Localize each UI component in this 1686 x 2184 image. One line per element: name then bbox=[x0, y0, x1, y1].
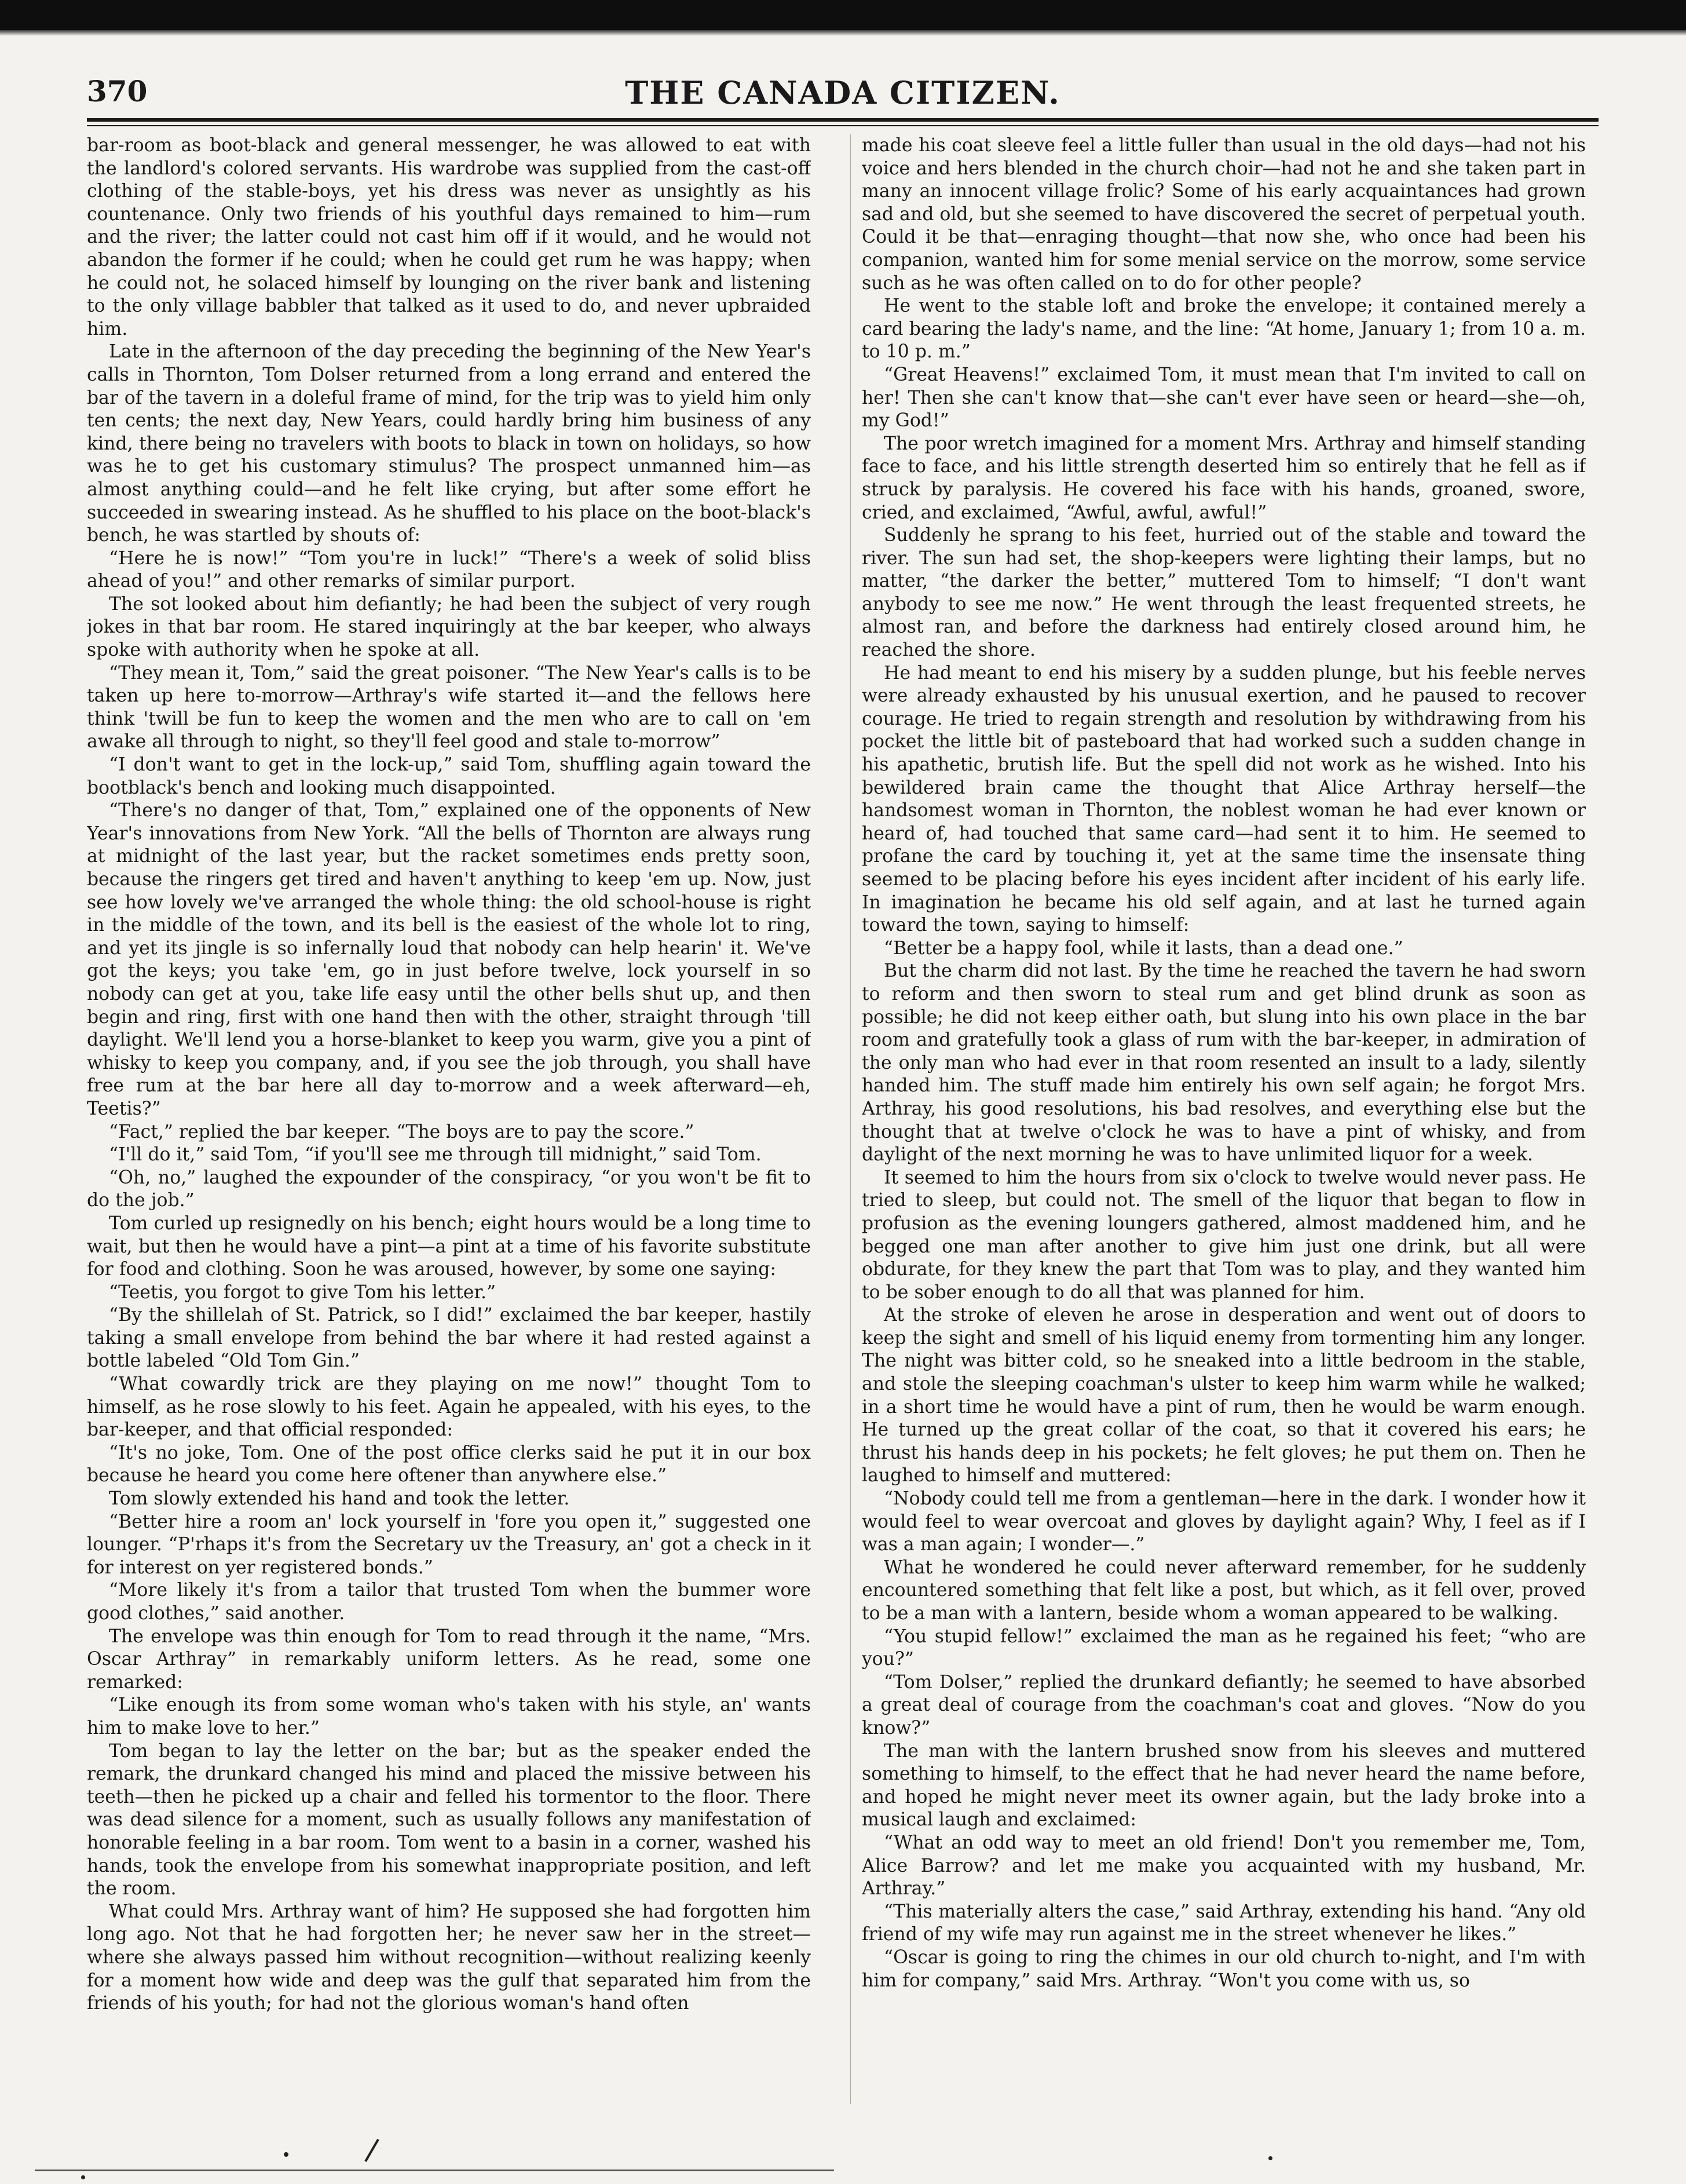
paragraph: The man with the lantern brushed snow from his sleeves and muttered something to himself, to the effect that he had never heard the name before, and hoped he might never meet its owner again, but the lady broke into a musical laugh and exclaimed: bbox=[862, 1740, 1586, 1831]
paragraph: “I don't want to get in the lock-up,” said Tom, shuffling again toward the bootblack's bench and looking much disappointed. bbox=[87, 754, 811, 798]
ink-mark bbox=[364, 2139, 379, 2162]
paragraph: What he wondered he could never afterward remember, for he suddenly encountered something that felt like a post, but which, as it fell over, proved to be a man with a lantern, beside whom a woman appeared to be walking. bbox=[862, 1557, 1586, 1624]
paragraph: Late in the afternoon of the day preceding the beginning of the New Year's calls in Thornton, Tom Dolser returned from a long errand and entered the bar of the tavern in a doleful frame of mind, for the trip was to yield him only ten cents; the next day, New Years, could hardly bring him business of any kind, there being no travelers with boots to black in town on holidays, so how was he to get his customary stimulus? The prospect unmanned him—as almost anything could—and he felt like crying, but after some effort he succeeded in swearing instead. As he shuffled to his place on the boot-black's bench, he was startled by shouts of: bbox=[87, 341, 811, 546]
paragraph: Suddenly he sprang to his feet, hurried out of the stable and toward the river. The sun had set, the shop-keepers were lighting their lamps, but no matter, “the darker the better,” muttered Tom to himself; “I don't want anybody to see me now.” He went through the least frequented streets, he almost ran, and before the darkness had entirely closed around him, he reached the shore. bbox=[862, 525, 1586, 661]
paragraph: Tom curled up resignedly on his bench; eight hours would be a long time to wait, but then he would have a pint—a pint at a time of his favorite substitute for food and clothing. Soon he was aroused, however, by some one saying: bbox=[87, 1212, 811, 1280]
paragraph: “There's no danger of that, Tom,” explained one of the opponents of New Year's innovations from New York. “All the bells of Thornton are always rung at midnight of the last year, but the racket sometimes ends pretty soon, because the ringers get tired and haven't anything to keep 'em up. Now, just see how lovely we've arranged the whole thing: the old school-house is right in the middle of the town, and its bell is the easiest of the whole lot to ring, and yet its jingle is so infernally loud that nobody can help hearin' it. We've got the keys; you take 'em, go in just before twelve, lock yourself in so nobody can get at you, take life easy until the other bells shut up, and then begin and ring, first with one hand then with the other, straight through 'till daylight. We'll lend you a horse-blanket to keep you warm, give you a pint of whisky to keep you company, and, if you see the job through, you shall have free rum at the bar here all day to-morrow and a week afterward—eh, Teetis?” bbox=[87, 800, 811, 1119]
paragraph: “What cowardly trick are they playing on me now!” thought Tom to himself, as he rose slowly to his feet. Again he appealed, with his eyes, to the bar-keeper, and that official responded: bbox=[87, 1374, 811, 1441]
paragraph: “I'll do it,” said Tom, “if you'll see me through till midnight,” said Tom. bbox=[109, 1144, 762, 1166]
right-text-column bbox=[862, 134, 1586, 2116]
paragraph: “They mean it, Tom,” said the great poisoner. “The New Year's calls is to be taken up here to-morrow—Arthray's wife started it—and the fellows here think 'twill be fun to keep the women and the men who are to call on 'em awake all through to night, so they'll feel good and stale to-morrow” bbox=[87, 662, 811, 753]
paragraph: The poor wretch imagined for a moment Mrs. Arthray and himself standing face to face, and his little strength deserted him so entirely that he fell as if struck by paralysis. He covered his face with his hands, groaned, swore, cried, and exclaimed, “Awful, awful, awful!” bbox=[862, 433, 1586, 523]
paragraph: “Teetis, you forgot to give Tom his letter.” bbox=[109, 1281, 496, 1303]
ink-speck bbox=[284, 2152, 288, 2157]
paragraph: Tom began to lay the letter on the bar; but as the speaker ended the remark, the drunkard changed his mind and placed the missive between his teeth—then he picked up a chair and felled his tormentor to the floor. There was dead silence for a moment, such as usually follows any manifestation of honorable feeling in a bar room. Tom went to a basin in a corner, washed his hands, took the envelope from his somewhat inappropriate position, and left the room. bbox=[87, 1740, 811, 1900]
paragraph: The sot looked about him defiantly; he had been the subject of very rough jokes in that bar room. He stared inquiringly at the bar keeper, who always spoke with authority when he spoke at all. bbox=[87, 593, 811, 661]
paragraph: “Better hire a room an' lock yourself in 'fore you open it,” suggested one lounger. “P'rhaps it's from the Secretary uv the Treasury, an' got a check in it for interest on yer registered bonds.” bbox=[87, 1511, 811, 1578]
paragraph: What could Mrs. Arthray want of him? He supposed she had forgotten him long ago. Not that he had forgotten her; he never saw her in the street—where she always passed him without recognition—without realizing keenly for a moment how wide and deep was the gulf that separated him from the friends of his youth; for had not the glorious woman's hand often bbox=[87, 1901, 811, 2014]
page-top-border bbox=[0, 0, 1686, 30]
ink-speck bbox=[1268, 2156, 1272, 2160]
paragraph: “By the shillelah of St. Patrick, so I did!” exclaimed the bar keeper, hastily taking a small envelope from behind the bar where it had rested against a bottle labeled “Old Tom Gin.” bbox=[87, 1305, 811, 1372]
column-divider bbox=[850, 134, 851, 2104]
paragraph: It seemed to him the hours from six o'clock to twelve would never pass. He tried to sleep, but could not. The smell of the liquor that began to flow in profusion as the evening loungers gathered, almost maddened him, and he begged one man after another to give him just one drink, but all were obdurate, for they knew the part that Tom was to play, and they wanted him to be sober enough to do all that was planned for him. bbox=[862, 1167, 1586, 1303]
paragraph: The envelope was thin enough for Tom to read through it the name, “Mrs. Oscar Arthray” in remarkably uniform letters. As he read, some one remarked: bbox=[87, 1626, 811, 1693]
paragraph: “Fact,” replied the bar keeper. “The boys are to pay the score.” bbox=[109, 1121, 694, 1142]
paragraph: Tom slowly extended his hand and took the letter. bbox=[109, 1488, 570, 1510]
paragraph: “Here he is now!” “Tom you're in luck!” “There's a week of solid bliss ahead of you!” and other remarks of similar purport. bbox=[87, 547, 811, 592]
paragraph: “This materially alters the case,” said Arthray, extending his hand. “Any old friend of my wife may run against me in the street whenever he likes.” bbox=[862, 1901, 1586, 1945]
page-top-border-fade bbox=[0, 30, 1686, 36]
paragraph: But the charm did not last. By the time he reached the tavern he had sworn to reform and then sworn to steal rum and get blind drunk as soon as possible; he did not keep either oath, but slung into his own place in the bar room and gratefully took a glass of rum with the bar-keeper, in admiration of the only man who had ever in that room resented an insult to a lady, silently handed him. The stuff made him entirely his own self again; he forgot Mrs. Arthray, his good resolutions, his bad resolves, and everything else but the thought that at twelve o'clock he was to have a pint of whisky, and from daylight of the next morning he was to have unlimited liquor for a week. bbox=[862, 960, 1586, 1166]
paragraph: “What an odd way to meet an old friend! Don't you remember me, Tom, Alice Barrow? and let me make you acquainted with my husband, Mr. Arthray.” bbox=[862, 1832, 1586, 1900]
page-header bbox=[87, 74, 1599, 115]
left-text-column bbox=[87, 134, 811, 2116]
paragraph: “Tom Dolser,” replied the drunkard defiantly; he seemed to have absorbed a great deal of courage from the coachman's coat and gloves. “Now do you know?” bbox=[862, 1671, 1586, 1739]
paragraph: “Like enough its from some woman who's taken with his style, an' wants him to make love to her.” bbox=[87, 1694, 811, 1739]
paragraph: “You stupid fellow!” exclaimed the man as he regained his feet; “who are you?” bbox=[862, 1626, 1586, 1670]
paragraph: “Great Heavens!” exclaimed Tom, it must mean that I'm invited to call on her! Then she can't know that—she can't ever have seen or heard—she—oh, my God!” bbox=[862, 364, 1586, 432]
header-rule-thick bbox=[87, 118, 1599, 122]
paragraph: “Better be a happy fool, while it lasts, than a dead one.” bbox=[884, 937, 1403, 959]
masthead-title: THE CANADA CITIZEN. bbox=[625, 74, 1060, 111]
paragraph: “Nobody could tell me from a gentleman—here in the dark. I wonder how it would feel to wear overcoat and gloves by daylight again? Why, I feel as if I was a man again; I wonder—.” bbox=[862, 1488, 1586, 1555]
paragraph: bar-room as boot-black and general messenger, he was allowed to eat with the landlord's colored servants. His wardrobe was supplied from the cast-off clothing of the stable-boys, yet his dress was never as unsightly as his countenance. Only two friends of his youthful days remained to him—rum and the river; the latter could not cast him off if it would, and he would not abandon the former if he could; when he could get rum he was happy; when he could not, he solaced himself by lounging on the river bank and listening to the only village babbler that talked as it used to do, and never upbraided him. bbox=[87, 135, 811, 339]
paragraph: “It's no joke, Tom. One of the post office clerks said he put it in our box because he heard you come here oftener than anywhere else.” bbox=[87, 1442, 811, 1487]
paragraph: made his coat sleeve feel a little fuller than usual in the old days—had not his voice and hers blended in the church choir—had not he and she taken part in many an innocent village frolic? Some of his early acquaintances had grown sad and old, but she seemed to have discovered the secret of perpetual youth. Could it be that—enraging thought—that now she, who once had been his companion, wanted him for some menial service on the morrow, some service such as he was often called on to do for other people? bbox=[862, 135, 1586, 294]
ink-speck bbox=[81, 2175, 85, 2179]
paragraph: “Oscar is going to ring the chimes in our old church to-night, and I'm with him for company,” said Mrs. Arthray. “Won't you come with us, so bbox=[862, 1946, 1586, 1991]
paragraph: “More likely it's from a tailor that trusted Tom when the bummer wore good clothes,” said another. bbox=[87, 1580, 811, 1624]
paragraph: He went to the stable loft and broke the envelope; it contained merely a card bearing the lady's name, and the line: “At home, January 1; from 10 a. m. to 10 p. m.” bbox=[862, 295, 1586, 363]
bottom-rule bbox=[35, 2170, 834, 2171]
paragraph: At the stroke of eleven he arose in desperation and went out of doors to keep the sight and smell of his liquid enemy from tormenting him any longer. The night was bitter cold, so he sneaked into a little bedroom in the stable, and stole the sleeping coachman's ulster to keep him warm while he walked; in a short time he would have a pint of rum, then he would be warm enough. He turned up the great collar of the coat, so that it covered his ears; he thrust his hands deep in his pockets; he felt gloves; he put them on. Then he laughed to himself and muttered: bbox=[862, 1305, 1586, 1487]
header-rule-thin bbox=[87, 125, 1599, 126]
paragraph: He had meant to end his misery by a sudden plunge, but his feeble nerves were already exhausted by his unusual exertion, and he paused to recover courage. He tried to regain strength and resolution by withdrawing from his pocket the little bit of pasteboard that had worked such a sudden change in his apathetic, brutish life. But the spell did not work as he wished. Into his bewildered brain came the thought that Alice Arthray herself—the handsomest woman in Thornton, the noblest woman he had ever known or heard of, had touched that same card—had sent it to him. He seemed to profane the card by touching it, yet at the same time the insensate thing seemed to be placing before his eyes incident after incident of his early life. In imagination he became his old self again, and at last he turned again toward the town, saying to himself: bbox=[862, 662, 1586, 936]
page-number: 370 bbox=[87, 74, 148, 108]
paragraph: “Oh, no,” laughed the expounder of the conspiracy, “or you won't be fit to do the job.” bbox=[87, 1167, 811, 1211]
